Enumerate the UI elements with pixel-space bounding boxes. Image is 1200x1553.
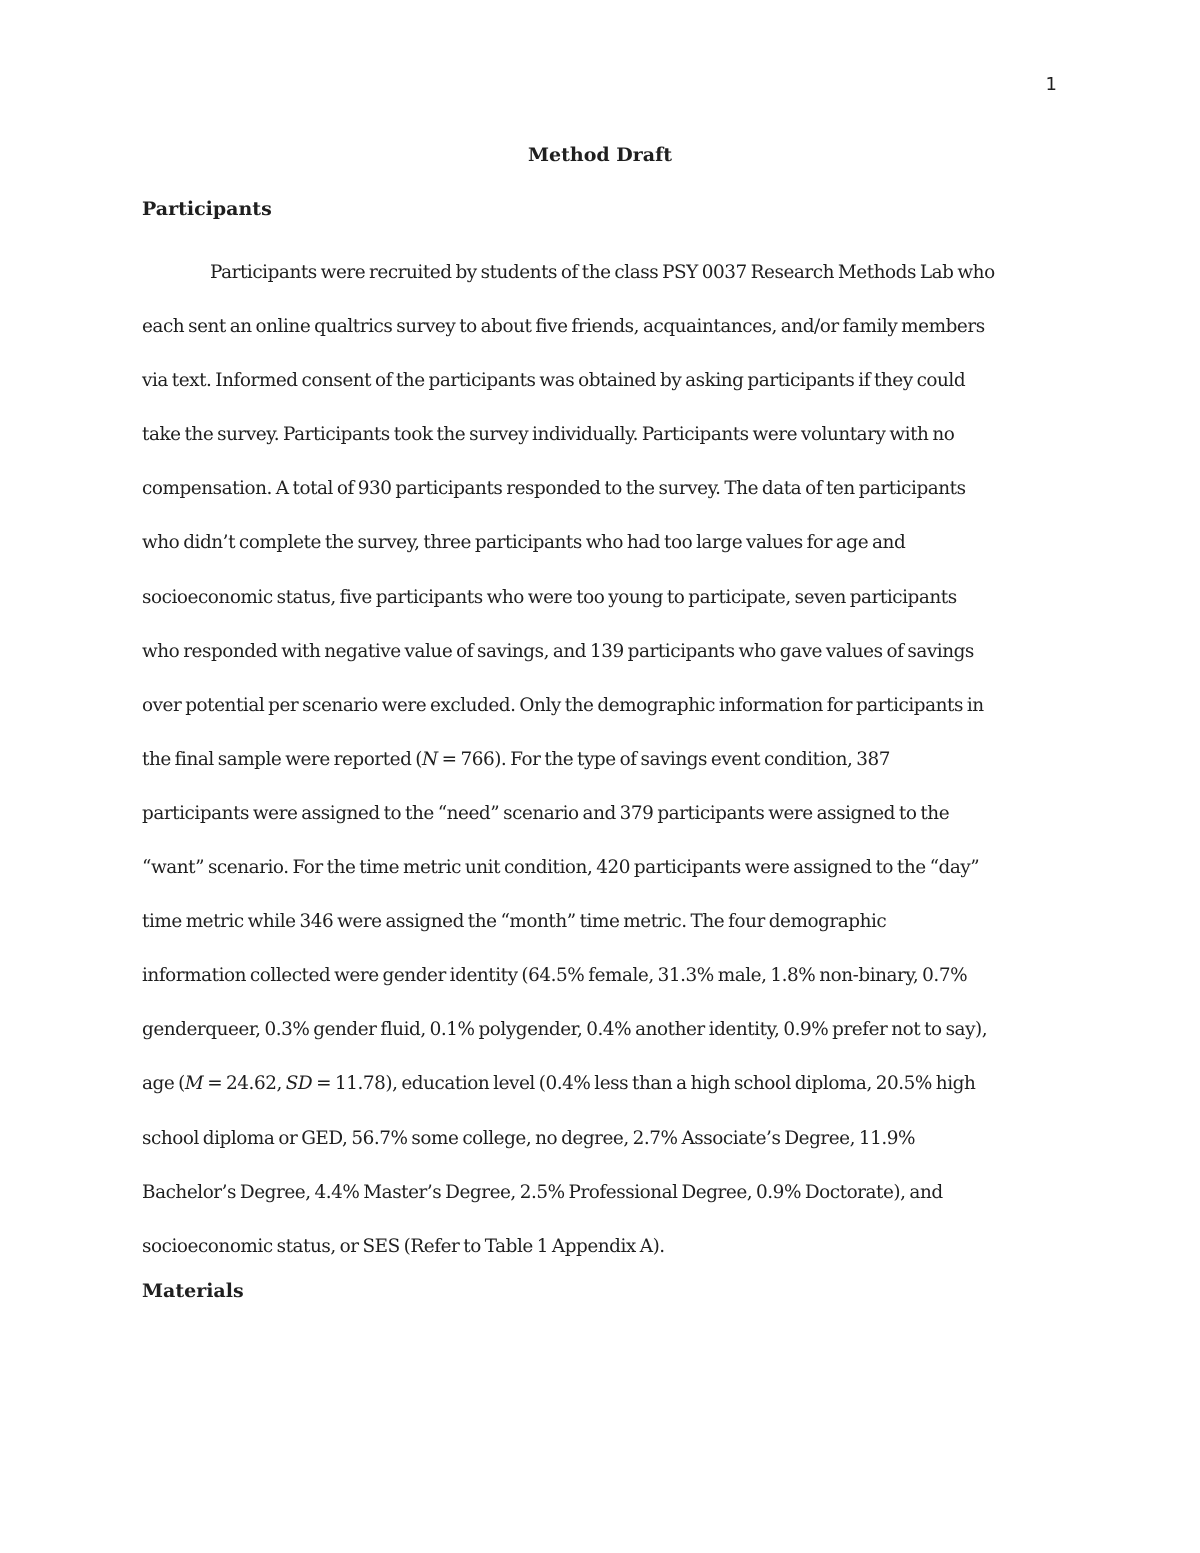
line-text: school diploma or GED, 56.7% some college, no degree, 2.7% Associate’s Degree, 11.9% — [142, 1127, 916, 1149]
line-text: participants were assigned to the “need” scenario and 379 participants were assigned to the — [142, 802, 950, 824]
paragraph-line — [142, 733, 1062, 787]
line-text: the final sample were reported ( — [142, 748, 423, 770]
paragraph-line — [142, 679, 1062, 733]
line-text: compensation. A total of 930 participants responded to the survey. The data of ten participants — [142, 478, 966, 500]
paragraph-line — [142, 787, 1062, 841]
paragraph-line — [142, 841, 1062, 895]
paragraph-line — [142, 625, 1062, 679]
paragraph-line — [142, 462, 1062, 516]
line-text: time metric while 346 were assigned the “month” time metric. The four demographic — [142, 911, 887, 933]
paragraph-line — [142, 1057, 1062, 1111]
line-text: genderqueer, 0.3% gender fluid, 0.1% polygender, 0.4% another identity, 0.9% prefer not to say), — [142, 1019, 988, 1041]
paragraph-line — [142, 571, 1062, 625]
line-text: = 766). For the type of savings event condition, 387 — [437, 748, 891, 770]
line-text: take the survey. Participants took the survey individually. Participants were voluntary with no — [142, 424, 955, 446]
document-title: Method Draft — [527, 144, 673, 166]
paragraph-line — [142, 408, 1062, 462]
participants-paragraph — [142, 246, 1062, 1274]
line-text: who responded with negative value of savings, and 139 participants who gave values of savings — [142, 640, 974, 662]
line-text: = 11.78), education level (0.4% less than a high school diploma, 20.5% high — [312, 1073, 976, 1095]
participants-heading: Participants — [142, 198, 272, 220]
line-text: over potential per scenario were excluded. Only the demographic information for participants in — [142, 694, 984, 716]
paragraph-line — [142, 949, 1062, 1003]
paragraph-line — [142, 1003, 1062, 1057]
materials-heading: Materials — [142, 1280, 244, 1302]
paragraph-line — [142, 516, 1062, 570]
paragraph-line — [142, 246, 1062, 300]
paragraph-line — [142, 1166, 1062, 1220]
line-text: Bachelor’s Degree, 4.4% Master’s Degree, 2.5% Professional Degree, 0.9% Doctorate), and — [142, 1181, 943, 1203]
paragraph-line — [142, 354, 1062, 408]
line-text: = 24.62, — [203, 1073, 286, 1095]
paragraph-line — [142, 895, 1062, 949]
page-number: 1 — [1045, 74, 1057, 95]
statistic-symbol: M — [184, 1073, 204, 1095]
line-text: Participants were recruited by students of the class PSY 0037 Research Methods Lab who — [210, 262, 995, 283]
line-text: “want” scenario. For the time metric unit condition, 420 participants were assigned to the “day” — [142, 857, 980, 879]
line-text: who didn’t complete the survey, three participants who had too large values for age and — [142, 532, 906, 554]
paragraph-line — [142, 1220, 1062, 1274]
line-text: information collected were gender identity (64.5% female, 31.3% male, 1.8% non-binary, 0.7% — [142, 965, 968, 987]
line-text: socioeconomic status, five participants who were too young to participate, seven participants — [142, 586, 957, 608]
line-text: age ( — [142, 1073, 185, 1095]
statistic-symbol: N — [422, 748, 438, 770]
paragraph-line — [142, 1112, 1062, 1166]
line-text: each sent an online qualtrics survey to about five friends, acquaintances, and/or family members — [142, 316, 985, 338]
line-text: via text. Informed consent of the participants was obtained by asking participants if they could — [142, 370, 966, 392]
statistic-symbol: SD — [285, 1073, 313, 1095]
line-text: socioeconomic status, or SES (Refer to Table 1 Appendix A). — [142, 1235, 665, 1257]
paragraph-line — [142, 300, 1062, 354]
